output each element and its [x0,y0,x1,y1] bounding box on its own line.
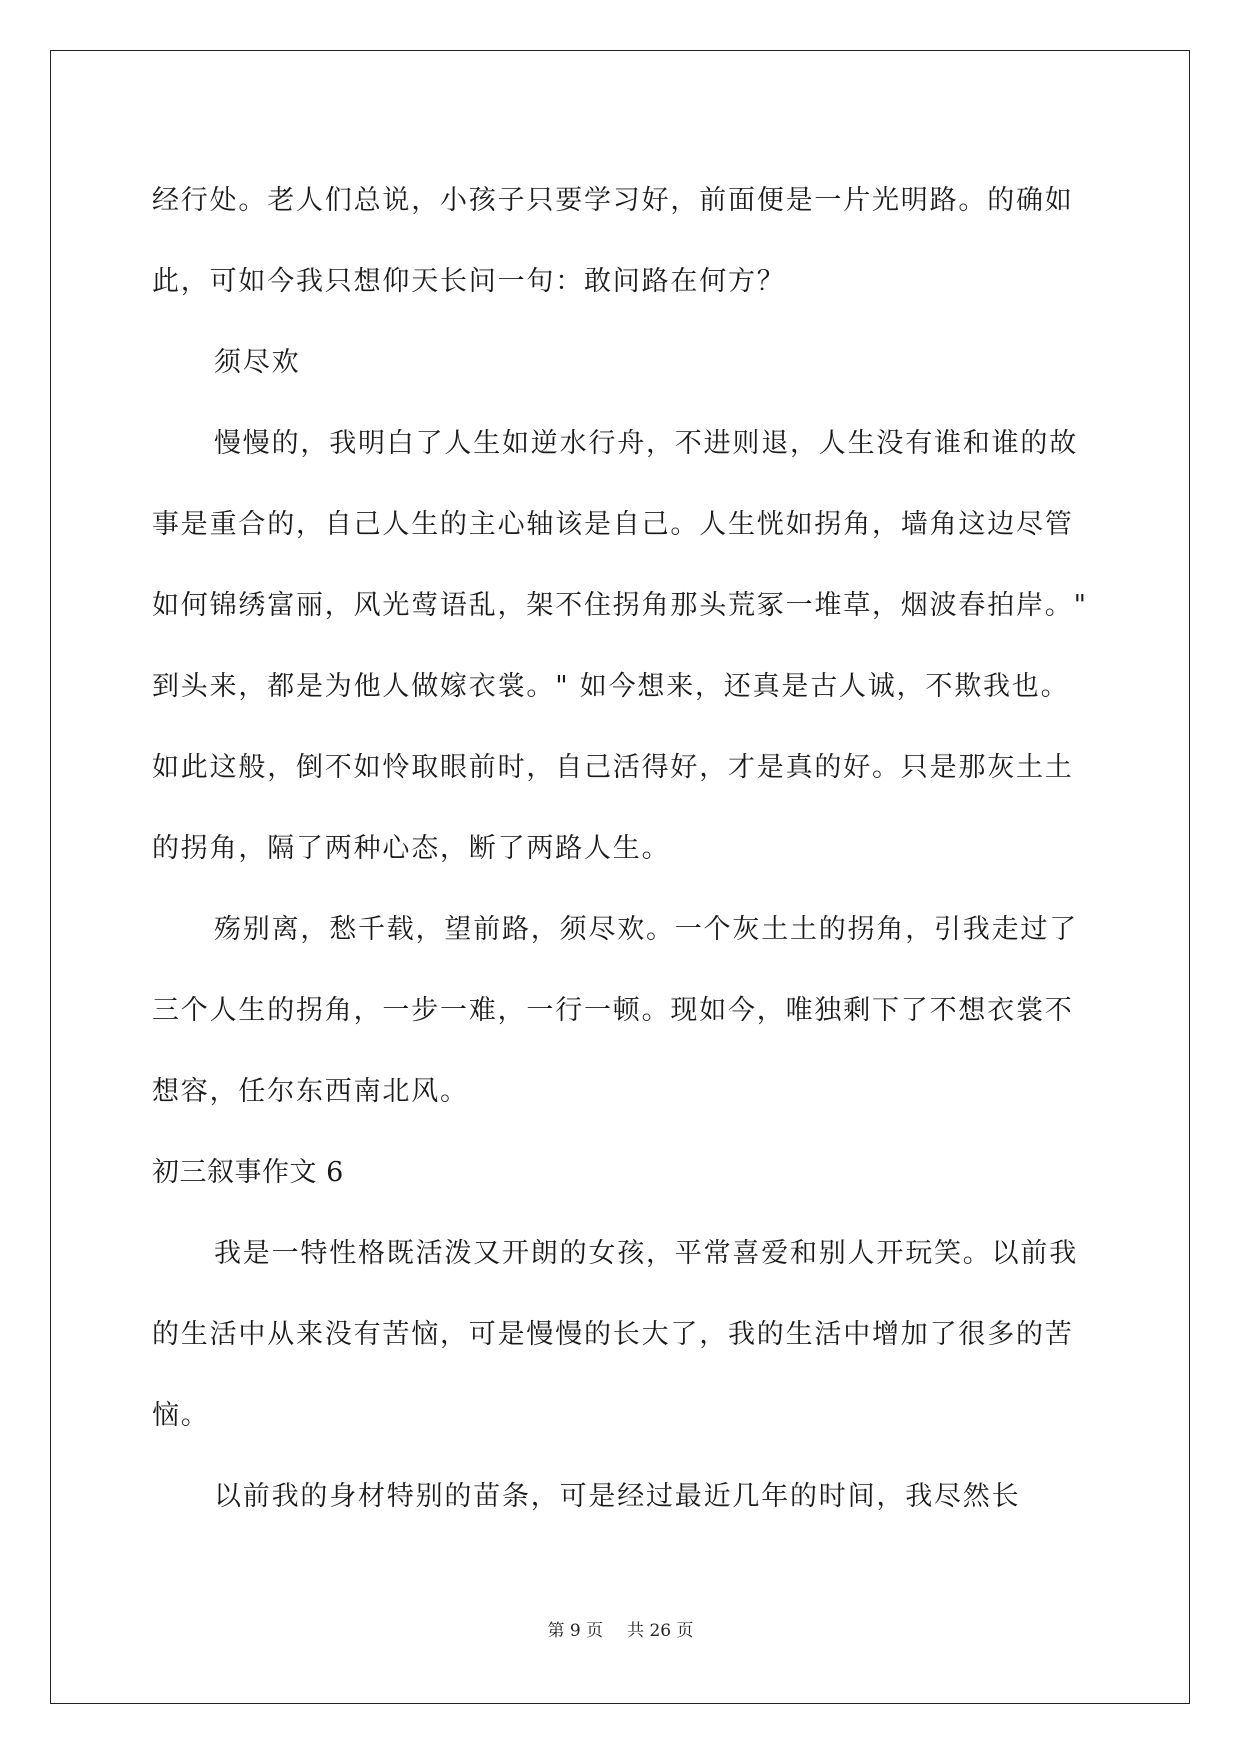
paragraph: 殇别离，愁千载，望前路，须尽欢。一个灰土土的拐角，引我走过了三个人生的拐角，一步一难，一行一顿。现如今，唯独剩下了不想衣裳不想容，任尔东西南北风。 [152,914,1078,1107]
document-body [152,160,1099,1537]
paragraph: 经行处。老人们总说，小孩子只要学习好，前面便是一片光明路。的确如此，可如今我只想仰天长问一句：敢问路在何方？ [152,185,1074,297]
page-number: 第 9 页 [547,1621,604,1641]
paragraph: 以前我的身材特别的苗条，可是经过最近几年的时间，我尽然长 [214,1481,1021,1512]
paragraph: 慢慢的，我明白了人生如逆水行舟，不进则退，人生没有谁和谁的故事是重合的，自己人生的主心轴该是自己。人生恍如拐角，墙角这边尽管如何锦绣富丽，风光莺语乱，架不住拐角那头荒冢一堆草，烟波春拍岸。" 到头来，都是为他人做嫁衣裳。" 如今想来，还真是古人诚，不欺我也。如此这般，倒不如怜取眼前时，自己活得好，才是真的好。只是那灰土土的拐角，隔了两种心态，断了两路人生。 [152,428,1099,864]
page-total: 共 26 页 [627,1621,694,1641]
section-subtitle: 须尽欢 [214,347,301,378]
paragraph: 我是一特性格既活泼又开朗的女孩，平常喜爱和别人开玩笑。以前我的生活中从来没有苦恼，可是慢慢的长大了，我的生活中增加了很多的苦恼。 [152,1238,1078,1431]
page-footer [0,1616,1241,1641]
essay-heading: 初三叙事作文 6 [152,1157,344,1188]
